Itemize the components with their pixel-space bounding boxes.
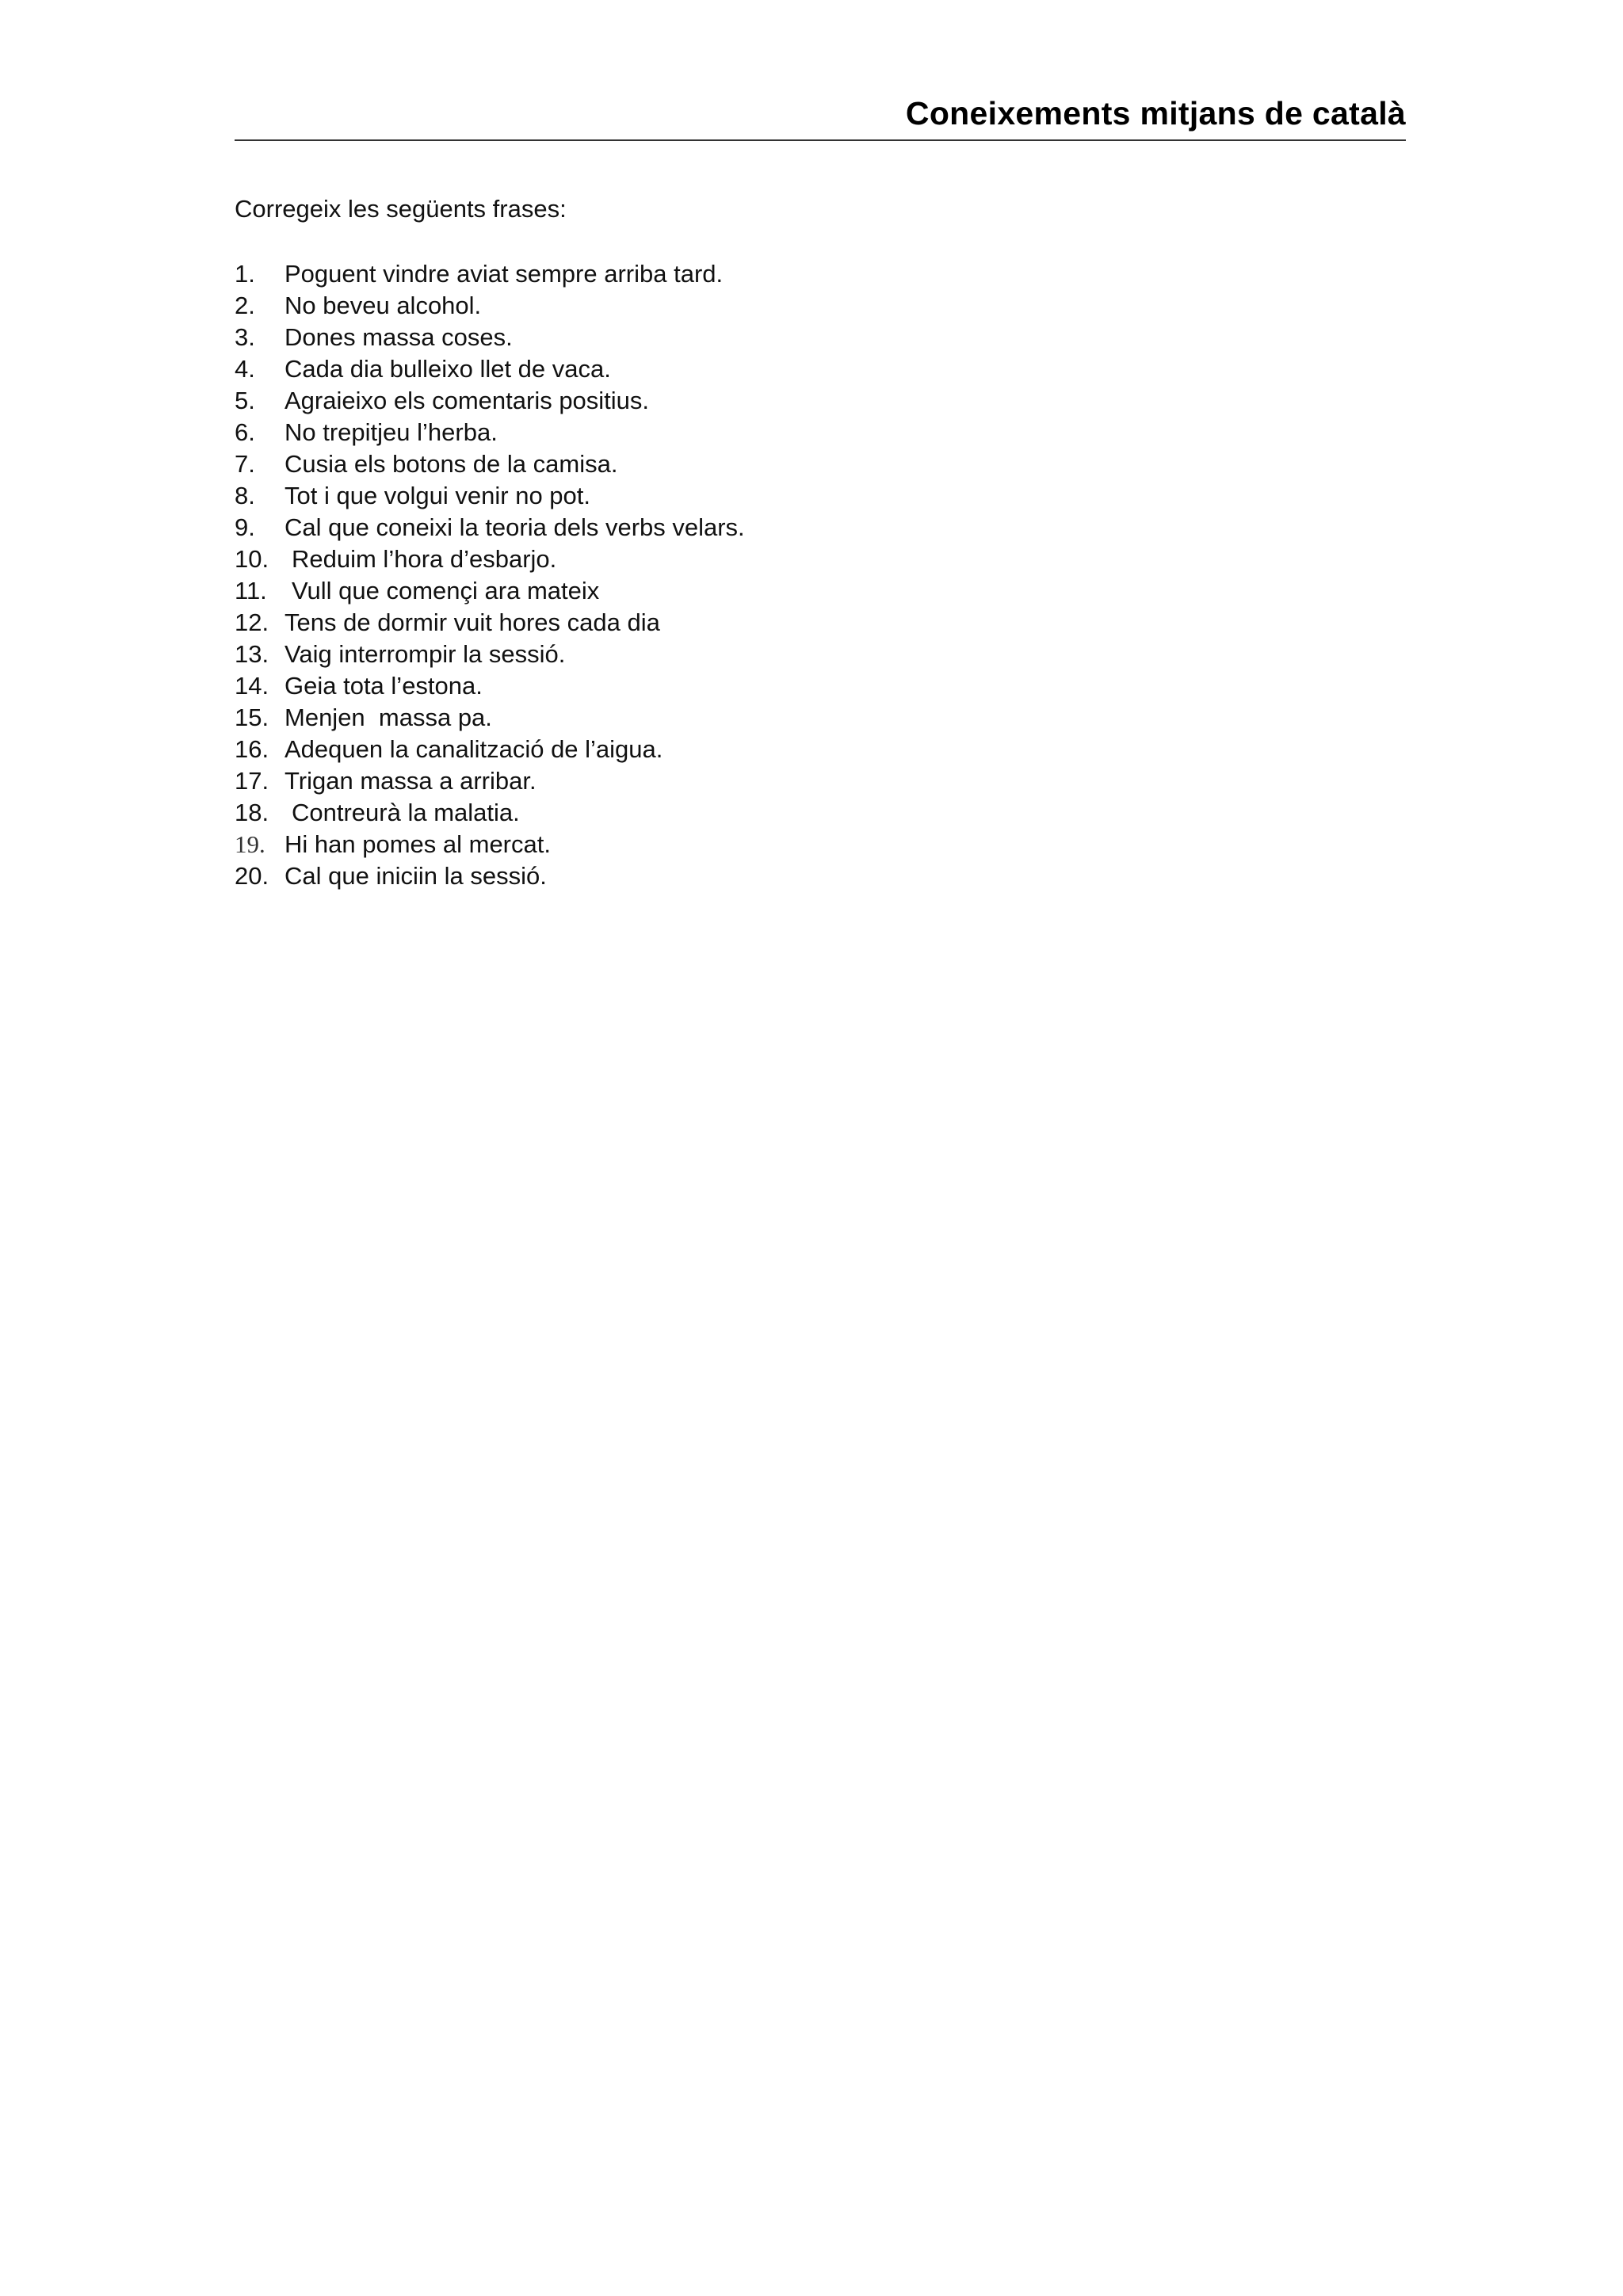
item-number: 12. xyxy=(235,608,269,636)
item-text: Hi han pomes al mercat. xyxy=(285,830,551,858)
item-number: 9. xyxy=(235,513,255,541)
item-number: 7. xyxy=(235,450,255,478)
item-number: 10. xyxy=(235,545,269,573)
item-number: 2. xyxy=(235,292,255,319)
item-text: Adequen la canalització de l’aigua. xyxy=(285,735,663,763)
item-number: 1. xyxy=(235,260,255,288)
item-text: No beveu alcohol. xyxy=(285,292,482,319)
item-text: Geia tota l’estona. xyxy=(285,672,483,700)
item-text: Tens de dormir vuit hores cada dia xyxy=(285,608,660,636)
page-header xyxy=(235,93,1406,141)
item-number: 14. xyxy=(235,672,269,700)
item-text: Cal que iniciin la sessió. xyxy=(285,862,547,890)
item-number: 17. xyxy=(235,767,269,795)
item-text: Reduim l’hora d’esbarjo. xyxy=(292,545,557,573)
page-title: Coneixements mitjans de català xyxy=(905,95,1406,132)
item-number: 13. xyxy=(235,640,269,668)
item-text: Menjen massa pa. xyxy=(285,704,492,731)
item-number: 15. xyxy=(235,704,269,731)
item-text: Poguent vindre aviat sempre arriba tard. xyxy=(285,260,724,288)
item-number: 18. xyxy=(235,799,269,826)
item-text: Tot i que volgui venir no pot. xyxy=(285,482,591,509)
item-number: 4. xyxy=(235,355,255,383)
item-text: Cada dia bulleixo llet de vaca. xyxy=(285,355,611,383)
item-number: 3. xyxy=(235,323,255,351)
item-number: 19. xyxy=(235,830,265,858)
item-number: 8. xyxy=(235,482,255,509)
item-text: Contreurà la malatia. xyxy=(292,799,520,826)
item-text: No trepitjeu l’herba. xyxy=(285,418,498,446)
item-text: Vull que començi ara mateix xyxy=(292,577,600,605)
item-text: Trigan massa a arribar. xyxy=(285,767,537,795)
item-number: 16. xyxy=(235,735,269,763)
item-text: Cusia els botons de la camisa. xyxy=(285,450,618,478)
item-text: Dones massa coses. xyxy=(285,323,513,351)
item-number: 6. xyxy=(235,418,255,446)
item-text: Cal que coneixi la teoria dels verbs velars. xyxy=(285,513,745,541)
item-text: Vaig interrompir la sessió. xyxy=(285,640,566,668)
item-number: 5. xyxy=(235,387,255,414)
item-text: Agraieixo els comentaris positius. xyxy=(285,387,650,414)
item-number: 20. xyxy=(235,862,269,890)
instruction-text: Corregeix les següents frases: xyxy=(235,195,567,223)
item-number: 11. xyxy=(235,577,267,605)
